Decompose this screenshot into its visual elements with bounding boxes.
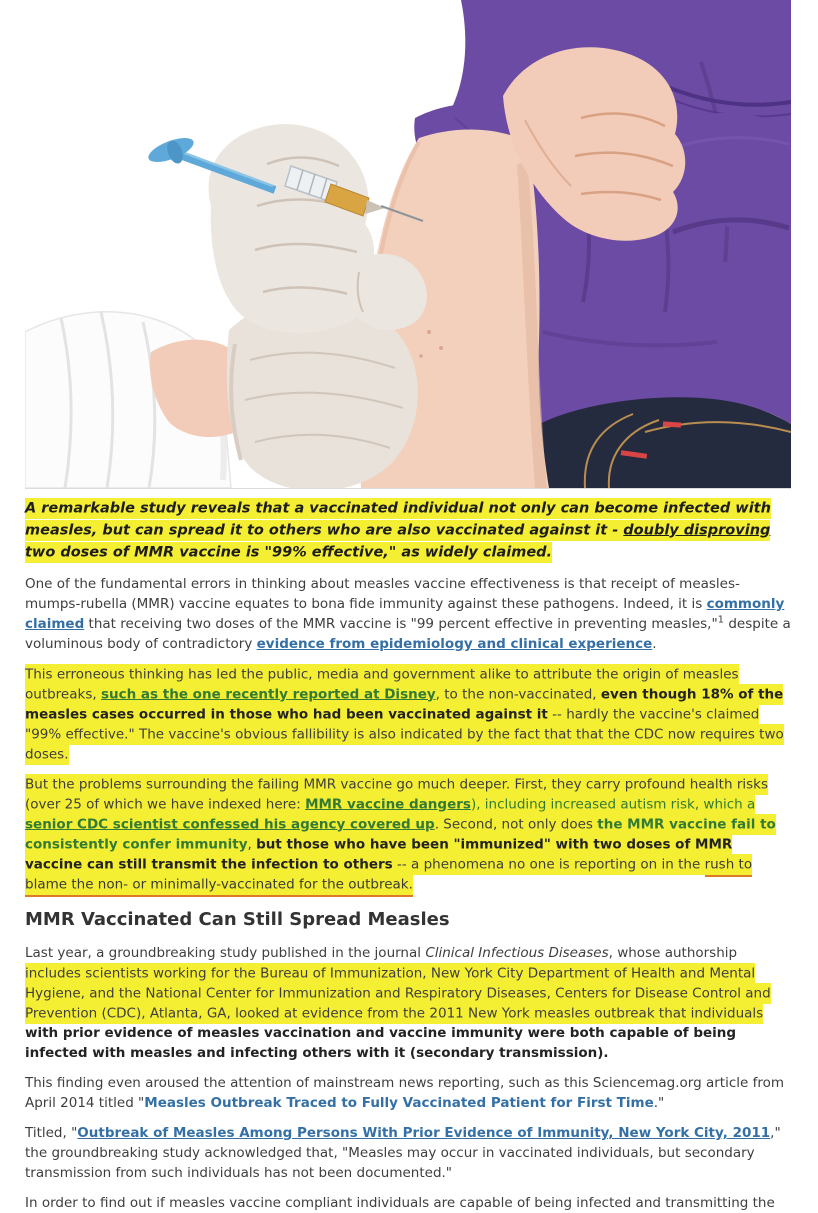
paragraph-erroneous-thinking	[25, 664, 793, 764]
link-evidence-epidemiology[interactable]: evidence from epidemiology and clinical experience	[256, 636, 653, 652]
text-run: ," the groundbreaking study acknowledged that, "Measles may occur in vaccinated individuals, but secondary transmission from such individuals has not been documented."	[25, 1125, 781, 1181]
paragraph-problems-deeper	[25, 774, 793, 894]
link-disney-outbreak[interactable]: such as the one recently reported at Disney	[101, 684, 436, 705]
text-run: doubly disproving	[623, 520, 770, 541]
text-run: the MMR vaccine fail to consistently confer immunity	[25, 814, 776, 855]
text-run: ), including increased autism risk, which a	[471, 794, 755, 815]
text-run: . Second, not only does	[435, 814, 598, 835]
text-run: .	[652, 636, 657, 652]
text-run: includes scientists working for the Bureau of Immunization, New York City Department of Health and Mental Hygiene, and the National Center for Immunization and Respiratory Diseases, Centers for Disease Control and Prevention (CDC), Atlanta, GA, looked at evidence from the 2011 New York measles outbreak that individuals	[25, 963, 771, 1024]
link-rush-to-blame[interactable]: rush to blame the non- or minimally-vaccinated for the outbreak.	[25, 854, 752, 897]
vaccination-photo	[25, 0, 791, 488]
section-heading-mmr-vaccinated	[25, 909, 793, 931]
text-run: ,	[248, 834, 257, 855]
paragraph-groundbreaking-study	[25, 943, 793, 1063]
paragraph-in-order-to	[25, 1193, 793, 1213]
text-run: even though 18% of the measles cases occurred in those who had been vaccinated against it	[25, 684, 783, 725]
paragraph-mainstream-news	[25, 1073, 793, 1113]
text-run: that receiving two doses of the MMR vaccine is "99 percent effective in preventing measles,"	[84, 616, 718, 632]
article-body	[25, 497, 793, 1213]
text-run: with prior evidence of measles vaccination and vaccine immunity were both capable of being infected with measles and infecting others with it (secondary transmission).	[25, 1025, 737, 1061]
text-run: two doses of MMR vaccine is "99% effective," as widely claimed.	[25, 542, 552, 563]
text-run: A remarkable study reveals that a vaccinated individual not only can become infected with measles, but can spread it to others who are also vaccinated against it -	[25, 498, 771, 541]
link-sciencemag-article[interactable]: Measles Outbreak Traced to Fully Vaccinated Patient for First Time	[144, 1095, 654, 1111]
text-run: This erroneous thinking has led the public, media and government alike to attribute the origin of measles outbreaks,	[25, 664, 739, 705]
text-run: One of the fundamental errors in thinking about measles vaccine effectiveness is that receipt of measles-mumps-rubella (MMR) vaccine equates to bona fide immunity against these pathogens. Indeed, it is	[25, 576, 740, 612]
text-run: -- a phenomena no one is reporting on in the	[393, 854, 705, 875]
text-run: , whose authorship	[608, 945, 738, 961]
text-run: , to the non-vaccinated,	[436, 684, 601, 705]
link-commonly-claimed[interactable]: commonly claimed	[25, 596, 785, 632]
text-run: In order to find out if measles vaccine compliant individuals are capable of being infected and transmitting the	[25, 1195, 775, 1211]
text-run: ."	[653, 1095, 665, 1111]
link-cdc-scientist-confession[interactable]: senior CDC scientist confessed his agency covered up	[25, 814, 435, 835]
text-run: Clinical Infectious Diseases	[425, 945, 609, 961]
text-run: Titled, "	[25, 1125, 78, 1141]
text-run: but those who have been "immunized" with two doses of MMR vaccine can still transmit the infection to others	[25, 834, 732, 875]
text-run: This finding even aroused the attention of mainstream news reporting, such as this Sciencemag.org article from April 2014 titled "	[25, 1075, 785, 1111]
footnote-ref-1: 1	[717, 614, 725, 626]
text-run: But the problems surrounding the failing MMR vaccine go much deeper. First, they carry profound health risks (over 25 of which we have indexed here:	[25, 774, 768, 815]
text-run: Last year, a groundbreaking study published in the journal	[25, 945, 426, 961]
text-run: MMR Vaccinated Can Still Spread Measles	[25, 909, 450, 930]
vaccination-photo-illustration	[25, 0, 791, 488]
text-run: -- hardly the vaccine's claimed "99% effective." The vaccine's obvious fallibility is also indicated by the fact that that the CDC now requires two doses.	[25, 704, 784, 765]
paragraph-fundamental-errors	[25, 574, 793, 654]
link-study-outbreak-2011[interactable]: Outbreak of Measles Among Persons With Prior Evidence of Immunity, New York City, 2011	[77, 1125, 771, 1141]
link-mmr-vaccine-dangers[interactable]: MMR vaccine dangers	[305, 794, 471, 815]
intro-summary	[25, 497, 793, 563]
paragraph-study-title	[25, 1123, 793, 1183]
text-run: despite a voluminous body of contradictory	[25, 616, 791, 652]
